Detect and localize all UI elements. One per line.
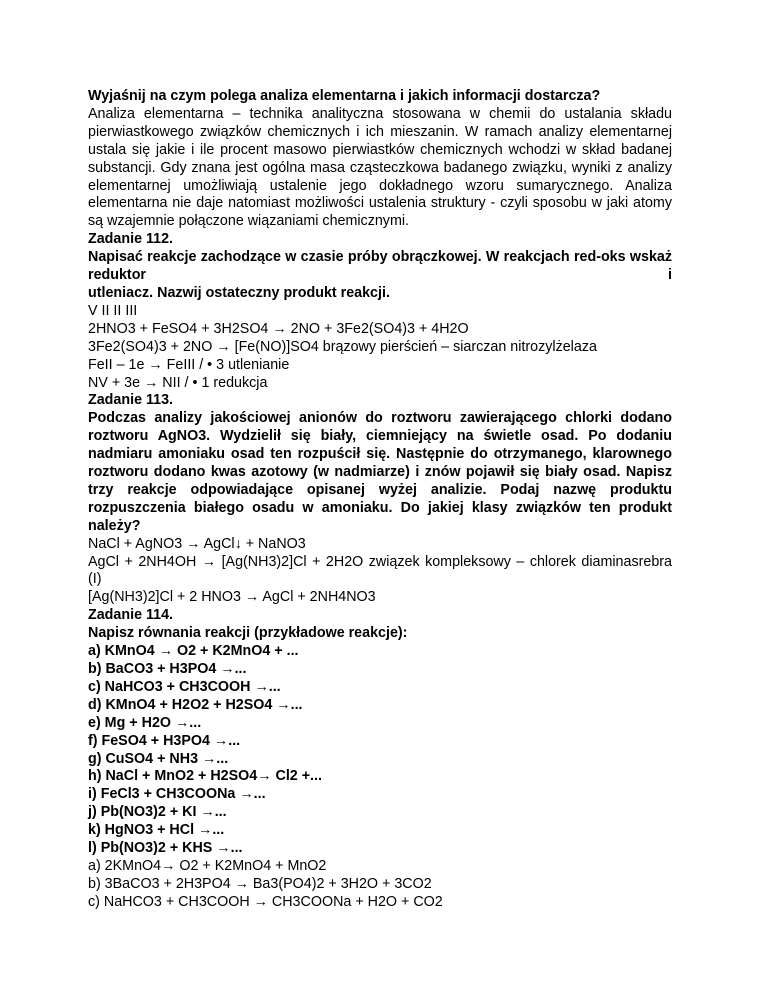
task-114-heading: Zadanie 114.: [88, 607, 174, 624]
answer-equation: b) 3BaCO3 + 2H3PO4 → Ba3(PO4)2 + 3H2O + 3CO2: [88, 875, 432, 892]
task-112-heading: Zadanie 112.: [88, 231, 174, 248]
list-item: i) FeCl3 + CH3COONa →...: [88, 786, 266, 803]
task-114-answers: [88, 858, 672, 912]
task-112-text-line-1: Napisać reakcje zachodzące w czasie próby obrączkowej. W reakcjach red-oks wskaż reduktor i: [88, 249, 672, 284]
task-113-heading: Zadanie 113.: [88, 392, 174, 409]
task-114-items: [88, 643, 672, 858]
task-113-text: Podczas analizy jakościowej anionów do roztworu zawierającego chlorki dodano roztworu AgNO3. Wydzielił się biały, ciemniejący na świetle osad. Po dodaniu nadmiaru amoniaku osad ten rozpuścił się. Następnie do otrzymanego, klarownego roztworu dodano kwas azotowy (w nadmiarze) i znów pojawił się biały osad. Napisz trzy reakcje odpowiadające opisanej wyżej analizie. Podaj nazwę produktu rozpuszczenia białego osadu w amoniaku. Do jakiej klasy związków ten produkt należy?: [88, 410, 672, 534]
reaction-equation: AgCl + 2NH4OH → [Ag(NH3)2]Cl + 2H2O związek kompleksowy – chlorek diaminasrebra (I): [88, 553, 672, 588]
question-heading: Wyjaśnij na czym polega analiza elementarna i jakich informacji dostarcza?: [88, 88, 601, 104]
list-item: l) Pb(NO3)2 + KHS →...: [88, 840, 243, 857]
list-item: b) BaCO3 + H3PO4 →...: [88, 661, 247, 677]
answer-paragraph: Analiza elementarna – technika analityczna stosowana w chemii do ustalania składu pierwiastkowego związków chemicznych i ich mieszanin. W ramach analizy elementarnej ustala się jakie i ile procent masowo pierwiastków chemicznych wchodzi w skład badanej substancji. Gdy znana jest ogólna masa cząsteczkowa badanego związku, wyniki z analizy elementarnej umożliwiają ustalenie jego dokładnego wzoru sumarycznego. Analiza elementarna nie daje natomiast możliwości ustalenia struktury - czyli sposobu w jaki atomy są wzajemnie połączone wiązaniami chemicznymi.: [88, 105, 672, 230]
list-item: g) CuSO4 + NH3 →...: [88, 750, 229, 767]
answer-equation: c) NaHCO3 + CH3COOH → CH3COONa + H2O + CO2: [88, 893, 443, 910]
reaction-equation: NaCl + AgNO3 → AgCl↓ + NaNO3: [88, 535, 306, 552]
list-item: j) Pb(NO3)2 + KI →...: [88, 804, 227, 821]
half-reaction: NV + 3e → NII / • 1 redukcja: [88, 374, 268, 391]
reaction-equation: 3Fe2(SO4)3 + 2NO → [Fe(NO)]SO4 brązowy pierścień – siarczan nitrozylżelaza: [88, 338, 597, 355]
reaction-equation: [Ag(NH3)2]Cl + 2 HNO3 → AgCl + 2NH4NO3: [88, 589, 376, 606]
list-item: a) KMnO4 → O2 + K2MnO4 + ...: [88, 643, 299, 660]
list-item: h) NaCl + MnO2 + H2SO4→ Cl2 +...: [88, 768, 322, 785]
half-reaction: FeII – 1e → FeIII / • 3 utlenianie: [88, 356, 290, 373]
list-item: d) KMnO4 + H2O2 + H2SO4 →...: [88, 696, 303, 713]
answer-equation: a) 2KMnO4→ O2 + K2MnO4 + MnO2: [88, 857, 327, 874]
task-114-text: Napisz równania reakcji (przykładowe reakcje):: [88, 625, 408, 642]
list-item: c) NaHCO3 + CH3COOH →...: [88, 678, 281, 695]
reaction-equation: 2HNO3 + FeSO4 + 3H2SO4 → 2NO + 3Fe2(SO4)3 + 4H2O: [88, 320, 469, 337]
list-item: f) FeSO4 + H3PO4 →...: [88, 732, 241, 749]
list-item: e) Mg + H2O →...: [88, 714, 202, 731]
oxidation-states-line: V II II III: [88, 302, 138, 319]
list-item: k) HgNO3 + HCl →...: [88, 822, 225, 839]
task-112-text-line-2: utleniacz. Nazwij ostateczny produkt reakcji.: [88, 284, 390, 301]
document-page: [88, 88, 672, 912]
